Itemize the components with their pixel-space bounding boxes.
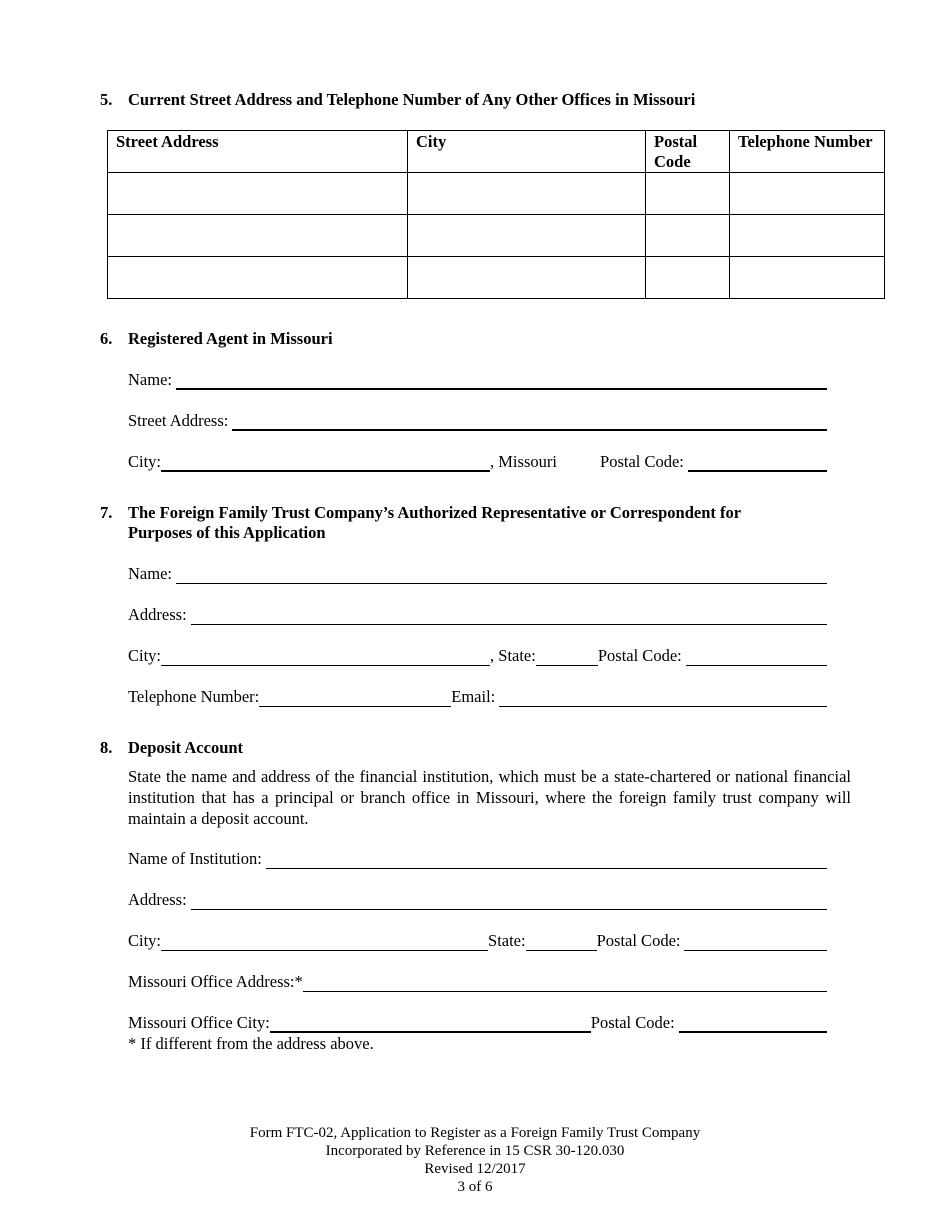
other-offices-table	[107, 130, 885, 299]
section-7-title-line1: The Foreign Family Trust Company’s Authorized Representative or Correspondent for	[128, 503, 742, 522]
agent-city-field[interactable]	[161, 454, 490, 472]
city-cell[interactable]	[408, 173, 646, 215]
street-address-cell[interactable]	[108, 173, 408, 215]
mo-office-footnote: * If different from the address above.	[128, 1034, 374, 1053]
agent-city-label: City:	[128, 452, 162, 471]
rep-state-field[interactable]	[536, 649, 598, 666]
street-address-cell[interactable]	[108, 215, 408, 257]
agent-street-field[interactable]	[232, 413, 827, 431]
table-header-row	[108, 131, 885, 173]
rep-state-label: , State:	[490, 646, 536, 665]
page-number: 3 of 6	[457, 1179, 493, 1195]
rep-address-row	[128, 605, 827, 625]
rep-name-row	[128, 564, 827, 584]
rep-city-row	[128, 646, 827, 666]
section-8-title: Deposit Account	[128, 738, 244, 757]
institution-city-label: City:	[128, 931, 162, 950]
footer-revised: Revised 12/2017	[424, 1161, 526, 1177]
rep-email-field[interactable]	[499, 690, 827, 707]
institution-state-field[interactable]	[526, 934, 597, 951]
institution-name-label: Name of Institution:	[128, 849, 262, 868]
institution-address-field[interactable]	[191, 893, 827, 910]
rep-contact-row	[128, 687, 827, 707]
agent-street-label: Street Address:	[128, 411, 229, 430]
institution-address-label: Address:	[128, 890, 187, 909]
mo-office-address-row	[128, 972, 827, 992]
column-header-postal-code: Postal Code	[646, 131, 730, 173]
institution-state-label: State:	[488, 931, 526, 950]
postal-code-cell[interactable]	[646, 257, 730, 299]
rep-address-field[interactable]	[191, 608, 827, 625]
rep-postal-field[interactable]	[686, 649, 827, 666]
rep-phone-field[interactable]	[259, 690, 451, 707]
section-7-number: 7.	[100, 503, 113, 522]
institution-postal-label: Postal Code:	[596, 931, 681, 950]
institution-city-field[interactable]	[161, 934, 488, 951]
institution-city-row	[128, 931, 827, 951]
section-6-title: Registered Agent in Missouri	[128, 329, 333, 348]
city-cell[interactable]	[408, 215, 646, 257]
section-5-number: 5.	[100, 90, 113, 109]
agent-name-field[interactable]	[176, 372, 827, 390]
street-address-cell[interactable]	[108, 257, 408, 299]
mo-office-city-field[interactable]	[270, 1015, 591, 1033]
table-row	[108, 215, 885, 257]
mo-office-address-label: Missouri Office Address:*	[128, 972, 303, 991]
institution-postal-field[interactable]	[684, 934, 827, 951]
rep-email-label: Email:	[451, 687, 496, 706]
agent-postal-field[interactable]	[688, 454, 827, 472]
column-header-city: City	[408, 131, 646, 173]
mo-office-city-row	[128, 1013, 827, 1033]
footer-incorporated: Incorporated by Reference in 15 CSR 30-120.030	[325, 1143, 625, 1159]
rep-phone-label: Telephone Number:	[128, 687, 260, 706]
section-5-title: Current Street Address and Telephone Number of Any Other Offices in Missouri	[128, 90, 696, 109]
telephone-cell[interactable]	[730, 257, 885, 299]
agent-state-missouri: , Missouri	[490, 452, 557, 471]
column-header-street-address: Street Address	[108, 131, 408, 173]
city-cell[interactable]	[408, 257, 646, 299]
agent-name-row	[128, 370, 827, 390]
telephone-cell[interactable]	[730, 173, 885, 215]
institution-name-field[interactable]	[266, 852, 827, 869]
telephone-cell[interactable]	[730, 215, 885, 257]
rep-city-label: City:	[128, 646, 162, 665]
agent-name-label: Name:	[128, 370, 172, 389]
rep-address-label: Address:	[128, 605, 187, 624]
deposit-account-instructions: State the name and address of the financial institution, which must be a state-chartered or national financial institution that has a principal or branch office in Missouri, where the foreign family trust company will maintain a deposit account.	[128, 767, 851, 828]
mo-office-address-field[interactable]	[303, 975, 827, 992]
table-row	[108, 173, 885, 215]
section-6-number: 6.	[100, 329, 113, 348]
footer-form-title: Form FTC-02, Application to Register as a Foreign Family Trust Company	[249, 1125, 701, 1141]
section-8-number: 8.	[100, 738, 113, 757]
mo-office-postal-field[interactable]	[679, 1015, 827, 1033]
section-7-title-line2: Purposes of this Application	[128, 523, 326, 542]
institution-address-row	[128, 890, 827, 910]
postal-code-cell[interactable]	[646, 173, 730, 215]
mo-office-city-label: Missouri Office City:	[128, 1013, 270, 1032]
rep-postal-label: Postal Code:	[597, 646, 682, 665]
agent-city-row	[128, 452, 827, 472]
table-row	[108, 257, 885, 299]
rep-name-label: Name:	[128, 564, 172, 583]
institution-name-row	[128, 849, 827, 869]
agent-postal-label: Postal Code:	[600, 452, 684, 471]
agent-street-row	[128, 411, 827, 431]
rep-city-field[interactable]	[161, 649, 490, 666]
rep-name-field[interactable]	[176, 567, 827, 584]
mo-office-postal-label: Postal Code:	[590, 1013, 675, 1032]
column-header-telephone-number: Telephone Number	[730, 131, 885, 173]
postal-code-cell[interactable]	[646, 215, 730, 257]
